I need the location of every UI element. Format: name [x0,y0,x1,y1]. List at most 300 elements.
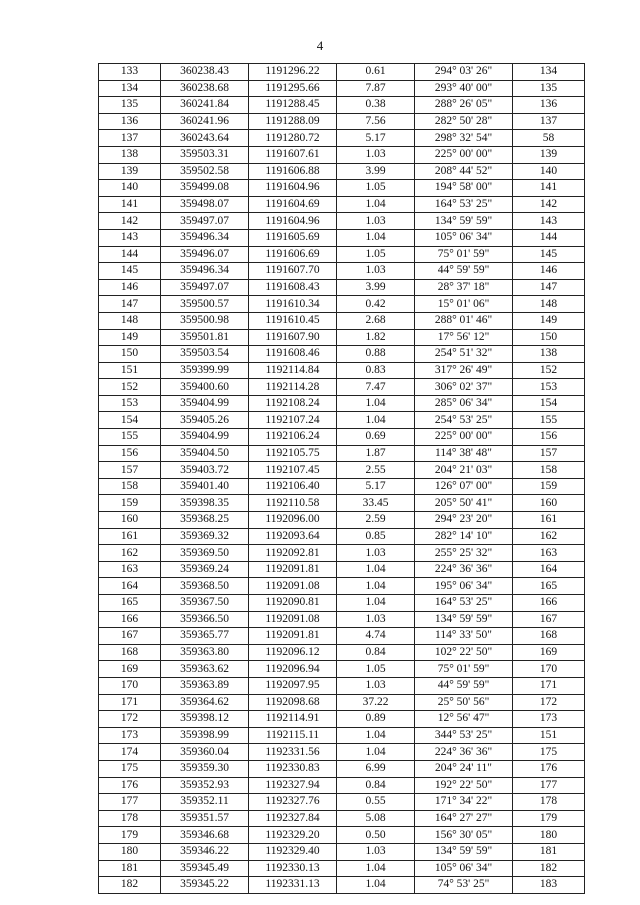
y-coordinate-cell: 1192329.20 [249,827,337,844]
bearing-cell: 282° 14' 10" [415,528,513,545]
bearing-cell: 204° 24' 11" [415,760,513,777]
x-coordinate-cell: 360241.96 [161,113,249,130]
point-number-cell: 139 [99,163,161,180]
y-coordinate-cell: 1191296.22 [249,64,337,81]
table-row [99,180,585,197]
length-cell: 4.74 [337,628,415,645]
point-number-cell: 137 [99,130,161,147]
y-coordinate-cell: 1191288.09 [249,113,337,130]
bearing-cell: 254° 53' 25" [415,412,513,429]
point-number-cell: 152 [99,379,161,396]
next-point-cell: 159 [513,478,585,495]
bearing-cell: 156° 30' 05" [415,827,513,844]
x-coordinate-cell: 359363.80 [161,644,249,661]
x-coordinate-cell: 359404.50 [161,445,249,462]
point-number-cell: 145 [99,263,161,280]
x-coordinate-cell: 359365.77 [161,628,249,645]
point-number-cell: 166 [99,611,161,628]
table-row [99,462,585,479]
y-coordinate-cell: 1191280.72 [249,130,337,147]
bearing-cell: 225° 00' 00" [415,429,513,446]
point-number-cell: 168 [99,644,161,661]
next-point-cell: 178 [513,794,585,811]
table-row [99,246,585,263]
next-point-cell: 173 [513,711,585,728]
y-coordinate-cell: 1191604.96 [249,213,337,230]
length-cell: 1.05 [337,246,415,263]
point-number-cell: 181 [99,860,161,877]
x-coordinate-cell: 359345.49 [161,860,249,877]
next-point-cell: 138 [513,346,585,363]
table-row [99,429,585,446]
x-coordinate-cell: 359369.24 [161,561,249,578]
table-row [99,279,585,296]
x-coordinate-cell: 359401.40 [161,478,249,495]
length-cell: 33.45 [337,495,415,512]
x-coordinate-cell: 359502.58 [161,163,249,180]
point-number-cell: 153 [99,395,161,412]
next-point-cell: 180 [513,827,585,844]
bearing-cell: 317° 26' 49" [415,362,513,379]
next-point-cell: 167 [513,611,585,628]
next-point-cell: 182 [513,860,585,877]
length-cell: 1.03 [337,545,415,562]
x-coordinate-cell: 359405.26 [161,412,249,429]
length-cell: 1.04 [337,229,415,246]
length-cell: 1.03 [337,263,415,280]
y-coordinate-cell: 1192096.12 [249,644,337,661]
table-row [99,877,585,894]
point-number-cell: 140 [99,180,161,197]
next-point-cell: 147 [513,279,585,296]
bearing-cell: 25° 50' 56" [415,694,513,711]
next-point-cell: 175 [513,744,585,761]
x-coordinate-cell: 359352.93 [161,777,249,794]
length-cell: 0.38 [337,97,415,114]
point-number-cell: 134 [99,80,161,97]
y-coordinate-cell: 1192327.94 [249,777,337,794]
table-row [99,445,585,462]
table-row [99,495,585,512]
bearing-cell: 294° 23' 20" [415,512,513,529]
length-cell: 7.87 [337,80,415,97]
table-row [99,777,585,794]
length-cell: 0.84 [337,777,415,794]
point-number-cell: 179 [99,827,161,844]
next-point-cell: 136 [513,97,585,114]
next-point-cell: 137 [513,113,585,130]
x-coordinate-cell: 359496.34 [161,263,249,280]
table-row [99,146,585,163]
next-point-cell: 161 [513,512,585,529]
table-row [99,860,585,877]
length-cell: 7.56 [337,113,415,130]
table-row [99,810,585,827]
y-coordinate-cell: 1191288.45 [249,97,337,114]
bearing-cell: 17° 56' 12" [415,329,513,346]
bearing-cell: 164° 27' 27" [415,810,513,827]
x-coordinate-cell: 359363.89 [161,677,249,694]
bearing-cell: 204° 21' 03" [415,462,513,479]
x-coordinate-cell: 359398.12 [161,711,249,728]
bearing-cell: 105° 06' 34" [415,229,513,246]
bearing-cell: 293° 40' 00" [415,80,513,97]
length-cell: 1.04 [337,578,415,595]
next-point-cell: 179 [513,810,585,827]
point-number-cell: 155 [99,429,161,446]
y-coordinate-cell: 1192108.24 [249,395,337,412]
x-coordinate-cell: 359500.57 [161,296,249,313]
y-coordinate-cell: 1192098.68 [249,694,337,711]
bearing-cell: 255° 25' 32" [415,545,513,562]
x-coordinate-cell: 359496.34 [161,229,249,246]
next-point-cell: 162 [513,528,585,545]
next-point-cell: 181 [513,843,585,860]
point-number-cell: 170 [99,677,161,694]
table-row [99,677,585,694]
x-coordinate-cell: 359503.31 [161,146,249,163]
table-row [99,229,585,246]
next-point-cell: 170 [513,661,585,678]
bearing-cell: 288° 01' 46" [415,312,513,329]
length-cell: 0.42 [337,296,415,313]
bearing-cell: 306° 02' 37" [415,379,513,396]
point-number-cell: 156 [99,445,161,462]
point-number-cell: 154 [99,412,161,429]
x-coordinate-cell: 360241.84 [161,97,249,114]
y-coordinate-cell: 1192093.64 [249,528,337,545]
table-row [99,412,585,429]
y-coordinate-cell: 1191604.96 [249,180,337,197]
length-cell: 1.05 [337,180,415,197]
point-number-cell: 149 [99,329,161,346]
length-cell: 1.04 [337,561,415,578]
x-coordinate-cell: 359404.99 [161,395,249,412]
next-point-cell: 157 [513,445,585,462]
bearing-cell: 12° 56' 47" [415,711,513,728]
y-coordinate-cell: 1192114.28 [249,379,337,396]
x-coordinate-cell: 359352.11 [161,794,249,811]
x-coordinate-cell: 360238.43 [161,64,249,81]
y-coordinate-cell: 1192091.81 [249,628,337,645]
length-cell: 5.08 [337,810,415,827]
next-point-cell: 144 [513,229,585,246]
length-cell: 1.03 [337,146,415,163]
length-cell: 1.04 [337,196,415,213]
next-point-cell: 158 [513,462,585,479]
y-coordinate-cell: 1192096.00 [249,512,337,529]
next-point-cell: 164 [513,561,585,578]
table-row [99,827,585,844]
point-number-cell: 163 [99,561,161,578]
table-row [99,694,585,711]
next-point-cell: 171 [513,677,585,694]
next-point-cell: 166 [513,595,585,612]
bearing-cell: 28° 37' 18" [415,279,513,296]
table-row [99,843,585,860]
point-number-cell: 164 [99,578,161,595]
y-coordinate-cell: 1192106.24 [249,429,337,446]
length-cell: 1.03 [337,843,415,860]
x-coordinate-cell: 359363.62 [161,661,249,678]
table-row [99,80,585,97]
bearing-cell: 164° 53' 25" [415,595,513,612]
bearing-cell: 194° 58' 00" [415,180,513,197]
bearing-cell: 195° 06' 34" [415,578,513,595]
table-row [99,661,585,678]
y-coordinate-cell: 1191607.90 [249,329,337,346]
length-cell: 1.03 [337,677,415,694]
point-number-cell: 161 [99,528,161,545]
length-cell: 2.59 [337,512,415,529]
next-point-cell: 146 [513,263,585,280]
next-point-cell: 141 [513,180,585,197]
table-row [99,346,585,363]
bearing-cell: 44° 59' 59" [415,677,513,694]
bearing-cell: 134° 59' 59" [415,843,513,860]
bearing-cell: 114° 38' 48" [415,445,513,462]
bearing-cell: 134° 59' 59" [415,611,513,628]
bearing-cell: 134° 59' 59" [415,213,513,230]
next-point-cell: 142 [513,196,585,213]
table-row [99,794,585,811]
point-number-cell: 147 [99,296,161,313]
x-coordinate-cell: 359403.72 [161,462,249,479]
table-row [99,329,585,346]
bearing-cell: 225° 00' 00" [415,146,513,163]
next-point-cell: 149 [513,312,585,329]
bearing-cell: 164° 53' 25" [415,196,513,213]
bearing-cell: 75° 01' 59" [415,246,513,263]
table-row [99,760,585,777]
y-coordinate-cell: 1191607.61 [249,146,337,163]
table-row [99,395,585,412]
x-coordinate-cell: 359499.08 [161,180,249,197]
length-cell: 37.22 [337,694,415,711]
point-number-cell: 143 [99,229,161,246]
point-number-cell: 162 [99,545,161,562]
table-row [99,528,585,545]
point-number-cell: 180 [99,843,161,860]
next-point-cell: 139 [513,146,585,163]
point-number-cell: 144 [99,246,161,263]
bearing-cell: 282° 50' 28" [415,113,513,130]
point-number-cell: 133 [99,64,161,81]
x-coordinate-cell: 359400.60 [161,379,249,396]
length-cell: 1.87 [337,445,415,462]
point-number-cell: 177 [99,794,161,811]
next-point-cell: 134 [513,64,585,81]
length-cell: 0.55 [337,794,415,811]
bearing-cell: 105° 06' 34" [415,860,513,877]
x-coordinate-cell: 359346.68 [161,827,249,844]
y-coordinate-cell: 1192331.13 [249,877,337,894]
y-coordinate-cell: 1192107.45 [249,462,337,479]
next-point-cell: 172 [513,694,585,711]
x-coordinate-cell: 359345.22 [161,877,249,894]
y-coordinate-cell: 1191605.69 [249,229,337,246]
coordinates-table [98,63,585,894]
table-row [99,196,585,213]
x-coordinate-cell: 359404.99 [161,429,249,446]
y-coordinate-cell: 1192107.24 [249,412,337,429]
point-number-cell: 173 [99,727,161,744]
length-cell: 1.04 [337,595,415,612]
point-number-cell: 165 [99,595,161,612]
length-cell: 0.50 [337,827,415,844]
y-coordinate-cell: 1192327.84 [249,810,337,827]
y-coordinate-cell: 1192330.83 [249,760,337,777]
next-point-cell: 148 [513,296,585,313]
point-number-cell: 178 [99,810,161,827]
length-cell: 0.69 [337,429,415,446]
x-coordinate-cell: 359367.50 [161,595,249,612]
bearing-cell: 344° 53' 25" [415,727,513,744]
table-row [99,711,585,728]
next-point-cell: 183 [513,877,585,894]
length-cell: 1.04 [337,877,415,894]
page-number: 4 [316,38,324,53]
length-cell: 1.03 [337,213,415,230]
point-number-cell: 151 [99,362,161,379]
point-number-cell: 158 [99,478,161,495]
next-point-cell: 152 [513,362,585,379]
point-number-cell: 176 [99,777,161,794]
table-row [99,163,585,180]
table-row [99,113,585,130]
point-number-cell: 157 [99,462,161,479]
bearing-cell: 224° 36' 36" [415,561,513,578]
table-row [99,213,585,230]
table-row [99,478,585,495]
next-point-cell: 177 [513,777,585,794]
length-cell: 1.04 [337,395,415,412]
table-row [99,561,585,578]
y-coordinate-cell: 1192096.94 [249,661,337,678]
bearing-cell: 44° 59' 59" [415,263,513,280]
point-number-cell: 141 [99,196,161,213]
point-number-cell: 167 [99,628,161,645]
table-row [99,578,585,595]
length-cell: 1.82 [337,329,415,346]
y-coordinate-cell: 1192091.08 [249,611,337,628]
next-point-cell: 165 [513,578,585,595]
table-row [99,727,585,744]
x-coordinate-cell: 359368.50 [161,578,249,595]
x-coordinate-cell: 359500.98 [161,312,249,329]
point-number-cell: 175 [99,760,161,777]
y-coordinate-cell: 1191608.46 [249,346,337,363]
y-coordinate-cell: 1192097.95 [249,677,337,694]
length-cell: 7.47 [337,379,415,396]
x-coordinate-cell: 359369.50 [161,545,249,562]
length-cell: 0.89 [337,711,415,728]
y-coordinate-cell: 1192105.75 [249,445,337,462]
point-number-cell: 160 [99,512,161,529]
y-coordinate-cell: 1192331.56 [249,744,337,761]
table-row [99,130,585,147]
y-coordinate-cell: 1192114.84 [249,362,337,379]
length-cell: 1.04 [337,860,415,877]
next-point-cell: 156 [513,429,585,446]
table-row [99,362,585,379]
y-coordinate-cell: 1191295.66 [249,80,337,97]
x-coordinate-cell: 359359.30 [161,760,249,777]
length-cell: 6.99 [337,760,415,777]
point-number-cell: 142 [99,213,161,230]
table-row [99,296,585,313]
next-point-cell: 154 [513,395,585,412]
bearing-cell: 75° 01' 59" [415,661,513,678]
x-coordinate-cell: 359497.07 [161,279,249,296]
x-coordinate-cell: 359364.62 [161,694,249,711]
x-coordinate-cell: 359346.22 [161,843,249,860]
x-coordinate-cell: 359503.54 [161,346,249,363]
point-number-cell: 159 [99,495,161,512]
length-cell: 5.17 [337,478,415,495]
x-coordinate-cell: 360243.64 [161,130,249,147]
y-coordinate-cell: 1192110.58 [249,495,337,512]
length-cell: 1.03 [337,611,415,628]
table-row [99,744,585,761]
point-number-cell: 174 [99,744,161,761]
length-cell: 0.83 [337,362,415,379]
point-number-cell: 182 [99,877,161,894]
bearing-cell: 288° 26' 05" [415,97,513,114]
bearing-cell: 74° 53' 25" [415,877,513,894]
length-cell: 2.68 [337,312,415,329]
bearing-cell: 224° 36' 36" [415,744,513,761]
next-point-cell: 135 [513,80,585,97]
next-point-cell: 153 [513,379,585,396]
point-number-cell: 135 [99,97,161,114]
next-point-cell: 151 [513,727,585,744]
bearing-cell: 254° 51' 32" [415,346,513,363]
x-coordinate-cell: 360238.68 [161,80,249,97]
x-coordinate-cell: 359360.04 [161,744,249,761]
bearing-cell: 294° 03' 26" [415,64,513,81]
y-coordinate-cell: 1191607.70 [249,263,337,280]
y-coordinate-cell: 1191604.69 [249,196,337,213]
x-coordinate-cell: 359399.99 [161,362,249,379]
next-point-cell: 160 [513,495,585,512]
x-coordinate-cell: 359501.81 [161,329,249,346]
bearing-cell: 208° 44' 52" [415,163,513,180]
y-coordinate-cell: 1192329.40 [249,843,337,860]
y-coordinate-cell: 1192091.81 [249,561,337,578]
y-coordinate-cell: 1191606.69 [249,246,337,263]
bearing-cell: 15° 01' 06" [415,296,513,313]
y-coordinate-cell: 1192092.81 [249,545,337,562]
y-coordinate-cell: 1192106.40 [249,478,337,495]
bearing-cell: 298° 32' 54" [415,130,513,147]
y-coordinate-cell: 1192091.08 [249,578,337,595]
y-coordinate-cell: 1191610.45 [249,312,337,329]
next-point-cell: 145 [513,246,585,263]
table-row [99,379,585,396]
next-point-cell: 143 [513,213,585,230]
bearing-cell: 171° 34' 22" [415,794,513,811]
next-point-cell: 169 [513,644,585,661]
point-number-cell: 136 [99,113,161,130]
point-number-cell: 171 [99,694,161,711]
length-cell: 1.04 [337,412,415,429]
next-point-cell: 168 [513,628,585,645]
table-row [99,595,585,612]
bearing-cell: 126° 07' 00" [415,478,513,495]
y-coordinate-cell: 1192090.81 [249,595,337,612]
bearing-cell: 192° 22' 50" [415,777,513,794]
